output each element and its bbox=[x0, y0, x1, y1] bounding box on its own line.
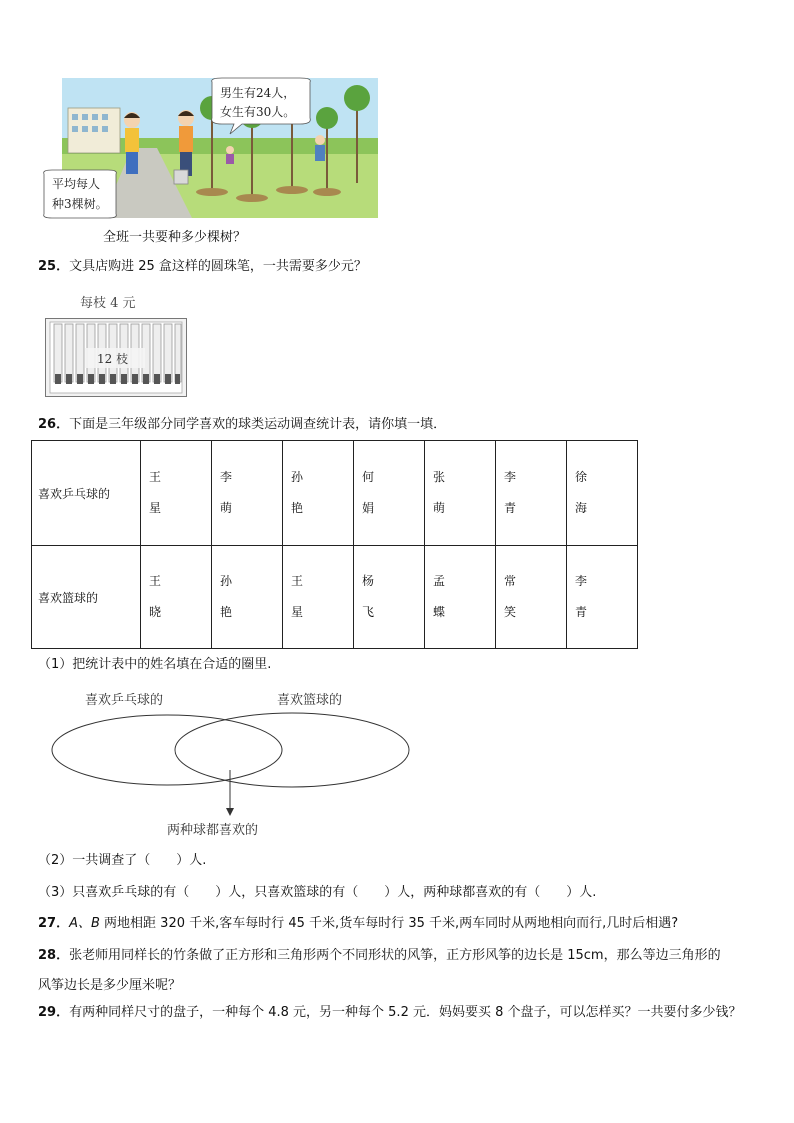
illustration-svg bbox=[52, 78, 378, 218]
name-cell: 孟 蝶 bbox=[425, 546, 496, 649]
name-cell: 李 萌 bbox=[212, 441, 283, 546]
name-cell: 王 星 bbox=[141, 441, 212, 546]
pen-box-picture bbox=[45, 318, 187, 397]
name-cell: 徐 海 bbox=[567, 441, 638, 546]
question-25-text: 文具店购进 25 盒这样的圆珠笔，一共需要多少元？ bbox=[69, 259, 367, 274]
illustration-caption: 全班一共要种多少棵树？ bbox=[103, 230, 247, 245]
question-26 bbox=[38, 416, 446, 434]
name-cell: 王 晓 bbox=[141, 546, 212, 649]
pen-box-label: 12 枝 bbox=[97, 352, 129, 366]
venn-left-label: 喜欢乒乓球的 bbox=[85, 693, 164, 708]
question-25 bbox=[38, 258, 367, 276]
name-cell: 孙 艳 bbox=[212, 546, 283, 649]
question-28-line2: 风筝边长是多少厘米呢？ bbox=[38, 978, 182, 993]
row-header-pingpong: 喜欢乒乓球的 bbox=[32, 441, 141, 546]
question-27 bbox=[38, 915, 678, 933]
row-header-basketball: 喜欢篮球的 bbox=[32, 546, 141, 649]
table-row-basketball bbox=[32, 546, 638, 649]
bubble-top-line-1: 男生有24人， bbox=[220, 86, 296, 100]
question-26-text: 下面是三年级部分同学喜欢的球类运动调查统计表，请你填一填． bbox=[69, 417, 447, 432]
question-26-sub1: （1）把统计表中的姓名填在合适的圈里. bbox=[38, 657, 272, 672]
venn-right-label: 喜欢篮球的 bbox=[277, 693, 343, 708]
venn-right-ellipse bbox=[175, 713, 409, 787]
name-cell: 常 笑 bbox=[496, 546, 567, 649]
venn-arrow-head bbox=[226, 808, 234, 816]
name-cell: 张 萌 bbox=[425, 441, 496, 546]
venn-diagram bbox=[45, 688, 425, 838]
bubble-left-line-1: 平均每人 bbox=[52, 177, 101, 191]
question-27-text: 两地相距 320 千米,客车每时行 45 千米,货车每时行 35 千米,两车同时从两地相向而行,几时后相遇? bbox=[99, 916, 679, 931]
name-cell: 何 娟 bbox=[354, 441, 425, 546]
bubble-left-line-2: 种3棵树。 bbox=[52, 197, 108, 211]
name-cell: 孙 艳 bbox=[283, 441, 354, 546]
question-28-line1 bbox=[38, 947, 721, 965]
venn-svg bbox=[45, 688, 425, 838]
bubble-top-line-2: 女生有30人。 bbox=[220, 105, 296, 119]
pen-price-label: 每枝 4 元 bbox=[80, 296, 136, 311]
question-26-number: 26． bbox=[38, 417, 70, 432]
question-27-number: 27． bbox=[38, 916, 70, 931]
name-cell: 李 青 bbox=[496, 441, 567, 546]
question-29-text: 有两种同样尺寸的盘子，一种每个 4.8 元，另一种每个 5.2 元．妈妈要买 8 个盘子，可以怎样买？一共要付多少钱？ bbox=[69, 1005, 742, 1020]
name-cell: 王 星 bbox=[283, 546, 354, 649]
question-26-sub2: （2）一共调查了（ ）人. bbox=[38, 853, 207, 868]
pen-box-svg bbox=[45, 318, 187, 397]
survey-table bbox=[31, 440, 638, 649]
table-row-pingpong bbox=[32, 441, 638, 546]
tree-planting-illustration bbox=[52, 78, 378, 218]
question-28-number: 28． bbox=[38, 948, 70, 963]
question-25-number: 25． bbox=[38, 259, 70, 274]
question-29-number: 29． bbox=[38, 1005, 70, 1020]
venn-bottom-label: 两种球都喜欢的 bbox=[167, 823, 259, 838]
question-29 bbox=[38, 1004, 742, 1022]
question-26-sub3: （3）只喜欢乒乓球的有（ ）人，只喜欢篮球的有（ ）人，两种球都喜欢的有（ ）人. bbox=[38, 885, 597, 900]
question-27-points: A、B bbox=[69, 916, 100, 931]
name-cell: 杨 飞 bbox=[354, 546, 425, 649]
venn-left-ellipse bbox=[52, 715, 282, 785]
name-cell: 李 青 bbox=[567, 546, 638, 649]
question-28-text: 张老师用同样长的竹条做了正方形和三角形两个不同形状的风筝，正方形风筝的边长是 15cm，那么等边三角形的 bbox=[69, 948, 721, 963]
